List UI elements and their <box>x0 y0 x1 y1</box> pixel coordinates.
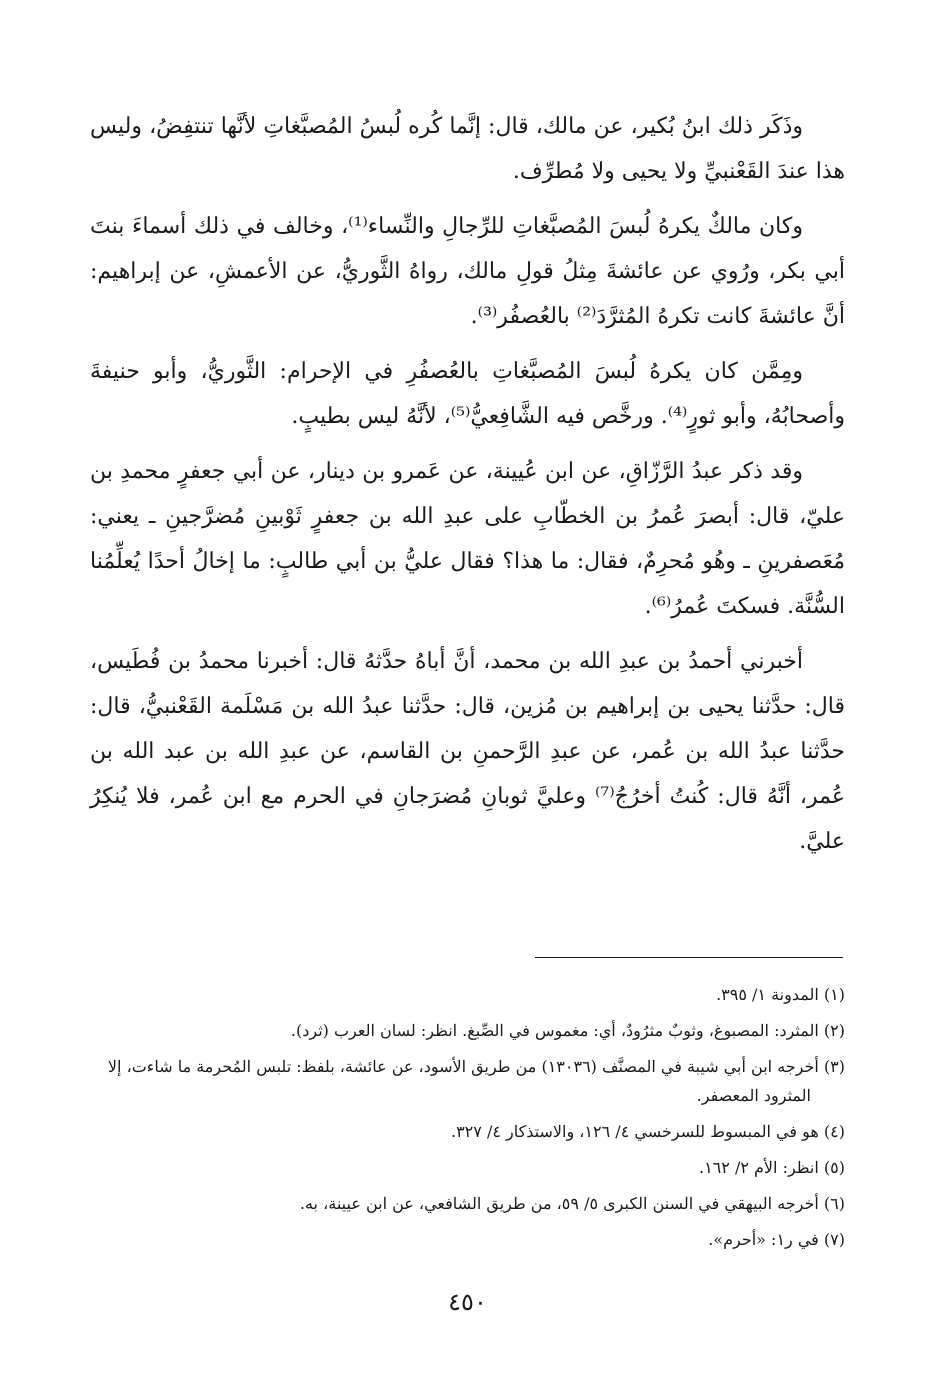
paragraph: وذَكَر ذلك ابنُ بُكير، عن مالك، قال: إنَّما كُره لُبسُ المُصبَّغاتِ لأنَّها تنتفِضُ، وليس هذا عندَ القَعْنبيِّ ولا يحيى ولا مُطرِّف. <box>90 114 845 184</box>
main-text <box>90 104 845 864</box>
footnote-item: (٣) أخرجه ابن أبي شيبة في المصنَّف (١٣٠٣٦) من طريق الأسود، عن عائشة، بلفظ: تلبس المُحرمة ما شاءت، إلا المثرود المعصفر. <box>107 1057 845 1105</box>
footnote-item: (٢) المثرد: المصبوغ، وثوبٌ مثرُودٌ، أي: مغموس في الصِّبغ. انظر: لسان العرب (ثرد). <box>290 1021 845 1040</box>
paragraph: ومِمَّن كان يكرهُ لُبسَ المُصبَّغاتِ بالعُصفُرِ في الإحرام: الثَّوريُّ، وأبو حنيفةَ وأصحابُهُ، وأبو ثورٍ⁽⁴⁾. ورخَّص فيه الشَّافِعيُّ⁽⁵⁾، لأنَّهُ ليس بطيبٍ. <box>90 359 845 429</box>
footnote-separator <box>535 957 843 958</box>
paragraph: وكان مالكٌ يكرهُ لُبسَ المُصبَّغاتِ للرِّجالِ والنِّساء⁽¹⁾، وخالف في ذلك أسماءَ بنتَ أبي بكر، ورُوي عن عائشةَ مِثلُ قولِ مالك، رواهُ الثَّوريُّ، عن الأعمشِ، عن إبراهيم: أنَّ عائشةَ كانت تكرهُ المُثرَّدَ⁽²⁾ بالعُصفُر⁽³⁾. <box>90 214 845 329</box>
footnote-item: (٥) انظر: الأم ٢/ ١٦٢. <box>698 1158 845 1177</box>
paragraph: وقد ذكر عبدُ الرَّزّاقِ، عن ابن عُيينة، عن عَمرو بن دينار، عن أبي جعفرٍ محمدِ بن عليّ، قال: أبصرَ عُمرُ بن الخطّابِ على عبدِ الله بن جعفرٍ ثَوْبينِ مُضرَّجينِ ـ يعني: مُعَصفرينِ ـ وهُو مُحرِمٌ، فقال: ما هذا؟ فقال عليُّ بن أبي طالبٍ: ما إخالُ أحدًا يُعلِّمُنا السُّنَّة. فسكتَ عُمرُ⁽⁶⁾. <box>90 459 845 619</box>
footnote-item: (٦) أخرجه البيهقي في السنن الكبرى ٥/ ٥٩، من طريق الشافعي، عن ابن عيينة، به. <box>299 1194 845 1213</box>
footnote-item: (١) المدونة ١/ ٣٩٥. <box>716 985 845 1004</box>
paragraph: أخبرني أحمدُ بن عبدِ الله بن محمد، أنَّ أباهُ حدَّثهُ قال: أخبرنا محمدُ بن فُطَيس، قال: حدَّثنا يحيى بن إبراهيم بن مُزين، قال: حدَّثنا عبدُ الله بن مَسْلَمة القَعْنبيُّ، قال: حدَّثنا عبدُ الله بن عُمر، عن عبدِ الرَّحمنِ بن القاسم، عن عبدِ الله بن عبد الله بن عُمر، أنَّهُ قال: كُنتُ أخرُجُ⁽⁷⁾ وعليَّ ثوبانِ مُضرَجانِ في الحرم مع ابن عُمر، فلا يُنكِرُ عليَّ. <box>90 649 845 854</box>
page-number: ٤٥٠ <box>448 1288 487 1316</box>
footnote-item: (٧) في ر١: «أحرم». <box>708 1230 845 1249</box>
footnote-item: (٤) هو في المبسوط للسرخسي ٤/ ١٢٦، والاستذكار ٤/ ٣٢٧. <box>450 1122 845 1141</box>
footnotes <box>90 980 845 1261</box>
